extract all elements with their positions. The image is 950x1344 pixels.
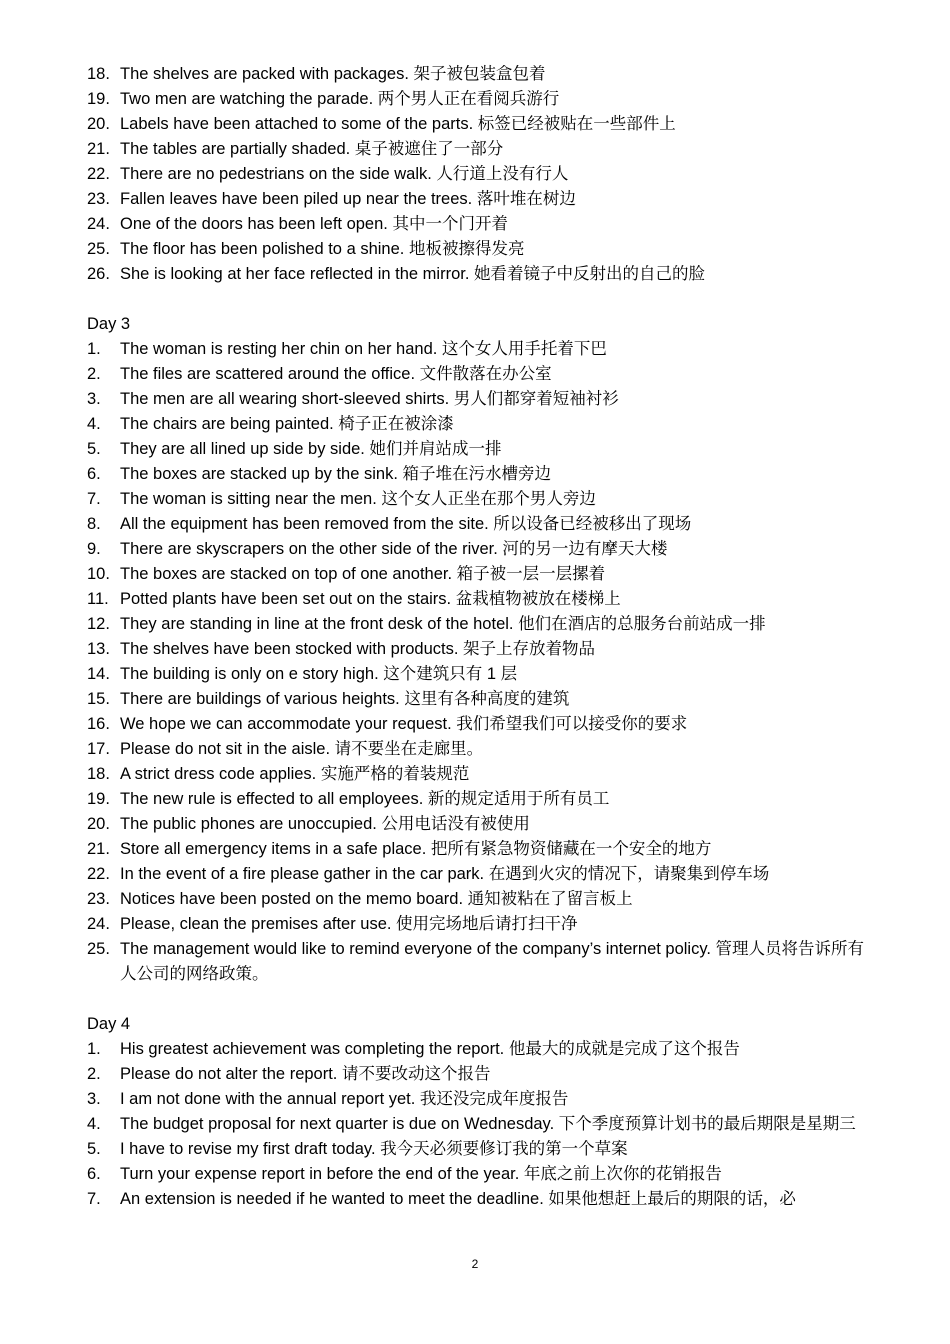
item-text: The files are scattered around the office. 文件散落在办公室 xyxy=(120,365,552,383)
item-text: The boxes are stacked on top of one another. 箱子被一层一层摞着 xyxy=(120,565,606,583)
item-text: All the equipment has been removed from the site. 所以设备已经被移出了现场 xyxy=(120,515,692,533)
list-item xyxy=(87,762,877,787)
item-text: In the event of a fire please gather in the car park. 在遇到火灾的情况下，请聚集到停车场 xyxy=(120,865,770,883)
item-text: Please do not alter the report. 请不要改动这个报告 xyxy=(120,1065,491,1083)
list-item xyxy=(87,387,877,412)
list-item xyxy=(87,1037,877,1062)
list-item xyxy=(87,1187,877,1212)
document-content xyxy=(87,62,877,1212)
item-number: 15. xyxy=(87,690,110,708)
list-item xyxy=(87,187,877,212)
item-text: Turn your expense report in before the end of the year. 年底之前上次你的花销报告 xyxy=(120,1165,722,1183)
item-number: 6. xyxy=(87,465,101,483)
list-item xyxy=(87,1162,877,1187)
item-text: The building is only on e story high. 这个建筑只有 1 层 xyxy=(120,665,518,683)
item-number: 13. xyxy=(87,640,110,658)
item-number: 19. xyxy=(87,790,110,808)
list-item xyxy=(87,1087,877,1112)
list-item xyxy=(87,237,877,262)
item-number: 23. xyxy=(87,890,110,908)
item-number: 4. xyxy=(87,1115,101,1133)
item-text: Store all emergency items in a safe place. 把所有紧急物资储藏在一个安全的地方 xyxy=(120,840,712,858)
item-number: 22. xyxy=(87,865,110,883)
item-text: We hope we can accommodate your request. 我们希望我们可以接受你的要求 xyxy=(120,715,688,733)
list-item xyxy=(87,537,877,562)
section-spacer xyxy=(87,287,877,312)
list-item xyxy=(87,137,877,162)
item-text: His greatest achievement was completing the report. 他最大的成就是完成了这个报告 xyxy=(120,1040,740,1058)
item-text: The budget proposal for next quarter is due on Wednesday. 下个季度预算计划书的最后期限是星期三 xyxy=(120,1115,856,1133)
list-item xyxy=(87,212,877,237)
item-text: A strict dress code applies. 实施严格的着装规范 xyxy=(120,765,470,783)
item-number: 6. xyxy=(87,1165,101,1183)
item-text: There are no pedestrians on the side walk. 人行道上没有行人 xyxy=(120,165,569,183)
list-item xyxy=(87,837,877,862)
item-number: 9. xyxy=(87,540,101,558)
item-number: 7. xyxy=(87,1190,101,1208)
item-text: She is looking at her face reflected in the mirror. 她看着镜子中反射出的自己的脸 xyxy=(120,265,706,283)
list-item xyxy=(87,1112,877,1137)
item-number: 8. xyxy=(87,515,101,533)
list-item xyxy=(87,562,877,587)
item-number: 3. xyxy=(87,1090,101,1108)
day3-heading: Day 3 xyxy=(87,315,131,333)
item-text: The new rule is effected to all employees. 新的规定适用于所有员工 xyxy=(120,790,610,808)
item-text: Please, clean the premises after use. 使用完场地后请打扫干净 xyxy=(120,915,578,933)
item-text: Fallen leaves have been piled up near the trees. 落叶堆在树边 xyxy=(120,190,576,208)
list-item xyxy=(87,162,877,187)
item-number: 10. xyxy=(87,565,110,583)
item-number: 11. xyxy=(87,590,109,608)
item-number: 5. xyxy=(87,1140,101,1158)
item-text: Please do not sit in the aisle. 请不要坐在走廊里。 xyxy=(120,740,484,758)
list-item xyxy=(87,1062,877,1087)
item-number: 19. xyxy=(87,90,110,108)
item-text: The chairs are being painted. 椅子正在被涂漆 xyxy=(120,415,454,433)
item-number: 26. xyxy=(87,265,110,283)
item-number: 2. xyxy=(87,1065,101,1083)
item-text: The floor has been polished to a shine. 地板被擦得发亮 xyxy=(120,240,525,258)
item-text: The public phones are unoccupied. 公用电话没有被使用 xyxy=(120,815,530,833)
day4-heading: Day 4 xyxy=(87,1015,131,1033)
item-text: Two men are watching the parade. 两个男人正在看阅兵游行 xyxy=(120,90,560,108)
item-number: 21. xyxy=(87,840,110,858)
item-text: Notices have been posted on the memo board. 通知被粘在了留言板上 xyxy=(120,890,633,908)
previous-day-list xyxy=(87,62,877,287)
item-text: There are skyscrapers on the other side of the river. 河的另一边有摩天大楼 xyxy=(120,540,668,558)
item-text: The shelves have been stocked with products. 架子上存放着物品 xyxy=(120,640,596,658)
list-item xyxy=(87,587,877,612)
item-number: 18. xyxy=(87,765,110,783)
item-text: One of the doors has been left open. 其中一个门开着 xyxy=(120,215,508,233)
day4-section xyxy=(87,1012,877,1212)
item-number: 20. xyxy=(87,815,110,833)
item-number: 24. xyxy=(87,215,110,233)
item-text: The management would like to remind everyone of the company’s internet policy. 管理人员将告诉所有人公司的网络政策。 xyxy=(120,940,865,983)
item-number: 1. xyxy=(87,1040,101,1058)
item-text: Labels have been attached to some of the parts. 标签已经被贴在一些部件上 xyxy=(120,115,676,133)
list-item xyxy=(87,637,877,662)
list-item xyxy=(87,112,877,137)
item-text: They are all lined up side by side. 她们并肩站成一排 xyxy=(120,440,502,458)
list-item xyxy=(87,712,877,737)
item-number: 4. xyxy=(87,415,101,433)
list-item xyxy=(87,512,877,537)
item-number: 2. xyxy=(87,365,101,383)
item-number: 16. xyxy=(87,715,110,733)
item-text: The shelves are packed with packages. 架子被包装盒包着 xyxy=(120,65,546,83)
item-number: 21. xyxy=(87,140,110,158)
item-number: 22. xyxy=(87,165,110,183)
list-item xyxy=(87,412,877,437)
list-item xyxy=(87,487,877,512)
item-text: The woman is resting her chin on her hand. 这个女人用手托着下巴 xyxy=(120,340,607,358)
list-item xyxy=(87,887,877,912)
list-item xyxy=(87,262,877,287)
item-number: 12. xyxy=(87,615,110,633)
item-text: They are standing in line at the front desk of the hotel. 他们在酒店的总服务台前站成一排 xyxy=(120,615,766,633)
list-item xyxy=(87,937,877,987)
list-item xyxy=(87,912,877,937)
list-item xyxy=(87,612,877,637)
list-item xyxy=(87,862,877,887)
list-item xyxy=(87,812,877,837)
item-text: The men are all wearing short-sleeved shirts. 男人们都穿着短袖衬衫 xyxy=(120,390,619,408)
day3-section xyxy=(87,312,877,987)
list-item xyxy=(87,1137,877,1162)
list-item xyxy=(87,462,877,487)
list-item xyxy=(87,362,877,387)
list-item xyxy=(87,662,877,687)
item-number: 5. xyxy=(87,440,101,458)
item-text: I have to revise my first draft today. 我今天必须要修订我的第一个草案 xyxy=(120,1140,628,1158)
item-text: An extension is needed if he wanted to meet the deadline. 如果他想赶上最后的期限的话，必 xyxy=(120,1190,796,1208)
item-number: 18. xyxy=(87,65,110,83)
list-item xyxy=(87,687,877,712)
item-number: 24. xyxy=(87,915,110,933)
item-number: 7. xyxy=(87,490,101,508)
item-number: 14. xyxy=(87,665,110,683)
section-spacer xyxy=(87,987,877,1012)
list-item xyxy=(87,737,877,762)
item-number: 25. xyxy=(87,940,110,958)
list-item xyxy=(87,87,877,112)
item-text: The boxes are stacked up by the sink. 箱子堆在污水槽旁边 xyxy=(120,465,551,483)
item-text: Potted plants have been set out on the stairs. 盆栽植物被放在楼梯上 xyxy=(120,590,621,608)
item-number: 23. xyxy=(87,190,110,208)
list-item xyxy=(87,787,877,812)
item-text: There are buildings of various heights. 这里有各种高度的建筑 xyxy=(120,690,570,708)
item-number: 3. xyxy=(87,390,101,408)
list-item xyxy=(87,62,877,87)
item-number: 25. xyxy=(87,240,110,258)
item-number: 1. xyxy=(87,340,101,358)
list-item xyxy=(87,437,877,462)
item-number: 20. xyxy=(87,115,110,133)
list-item xyxy=(87,337,877,362)
item-text: The tables are partially shaded. 桌子被遮住了一部分 xyxy=(120,140,504,158)
item-text: I am not done with the annual report yet. 我还没完成年度报告 xyxy=(120,1090,569,1108)
item-text: The woman is sitting near the men. 这个女人正坐在那个男人旁边 xyxy=(120,490,596,508)
page-number: 2 xyxy=(471,1257,479,1271)
item-number: 17. xyxy=(87,740,110,758)
